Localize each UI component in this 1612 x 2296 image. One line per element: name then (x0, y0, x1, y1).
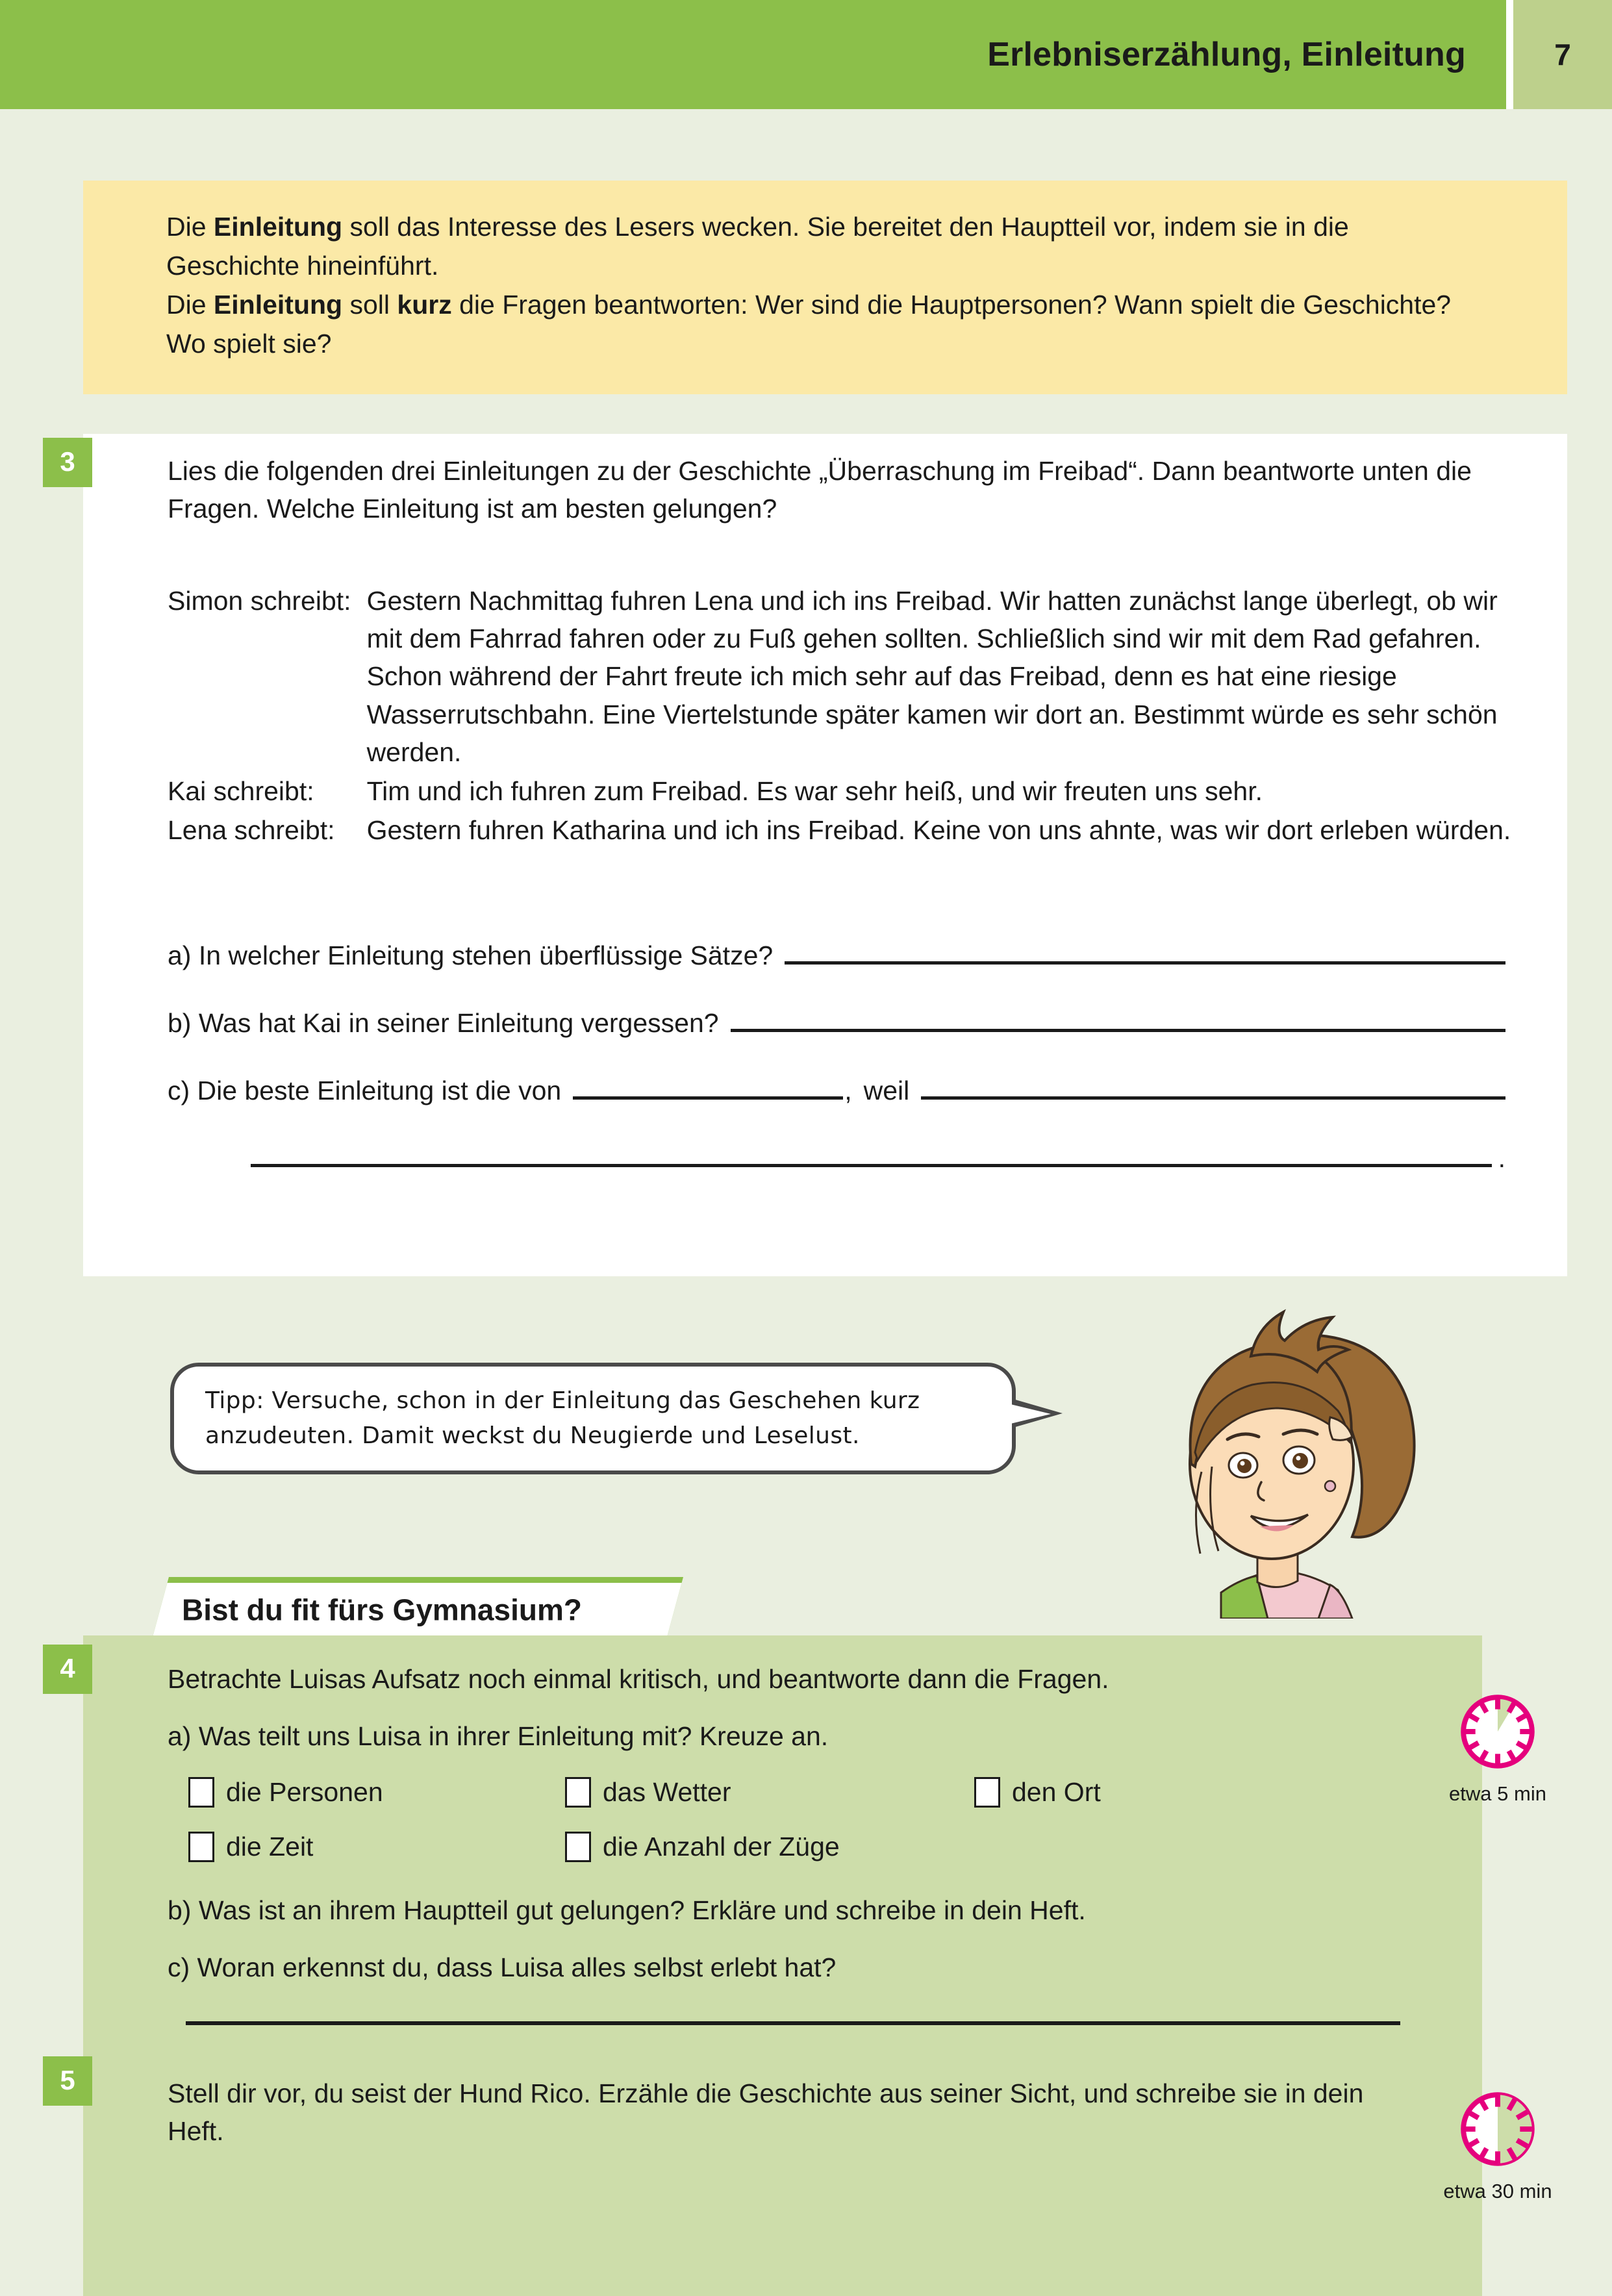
checkbox-box[interactable] (188, 1832, 214, 1862)
header-divider (1506, 0, 1513, 109)
exercise-4-question-a: a) Was teilt uns Luisa in ihrer Einleitung mit? Kreuze an. (168, 1721, 829, 1751)
clock-icon (1455, 1689, 1541, 1774)
exercise-4-question-c: c) Woran erkennst du, dass Luisa alles selbst erlebt hat? (168, 1952, 837, 1982)
question-a-label: a) In welcher Einleitung stehen überflüssige Sätze? (168, 940, 774, 970)
tip-speech-bubble (170, 1363, 1016, 1474)
info-box-text (83, 208, 1567, 363)
gymnasium-banner (152, 1577, 683, 1639)
table-row (168, 582, 1512, 772)
page-header (0, 0, 1612, 109)
writer-name-simon: Simon schreibt: (168, 586, 351, 616)
question-b-row (168, 1007, 1505, 1037)
speech-bubble-tail-inner (1011, 1404, 1051, 1424)
info-line2-prefix: Die (166, 289, 214, 320)
writer-text-lena: Gestern fuhren Katharina und ich ins Freibad. Keine von uns ahnte, was wir dort erleben würden. (366, 815, 1511, 846)
answer-line-c1[interactable] (573, 1074, 843, 1100)
exercise-3-card (60, 434, 1567, 1276)
checkbox-row-2 (188, 1832, 1377, 1862)
exercise-5-number-badge: 5 (43, 2056, 92, 2106)
table-row (168, 811, 1512, 850)
tip-text: Tipp: Versuche, schon in der Einleitung das Geschehen kurz anzudeuten. Damit weckst du Neugierde und Leselust. (205, 1387, 920, 1449)
checkbox-label: die Anzahl der Züge (603, 1832, 840, 1861)
answer-line-a[interactable] (785, 939, 1505, 965)
exercise-5-prompt: Stell dir vor, du seist der Hund Rico. Erzähle die Geschichte aus seiner Sicht, und schreibe sie in dein Heft. (168, 2078, 1364, 2147)
info-line1-rest: soll das Interesse des Lesers wecken. Sie bereitet den Hauptteil vor, indem sie in die Geschichte hineinführt. (166, 212, 1349, 281)
checkbox-label: die Zeit (226, 1832, 314, 1861)
checkbox-label: den Ort (1012, 1777, 1101, 1807)
question-c-label-1: c) Die beste Einleitung ist die von (168, 1076, 562, 1105)
clock-icon (1455, 2086, 1541, 2172)
exercise-4-answer-line[interactable] (186, 2021, 1400, 2025)
writer-name-lena: Lena schreibt: (168, 815, 335, 846)
page-title: Erlebniserzählung, Einleitung (987, 36, 1466, 73)
info-line1-prefix: Die (166, 212, 214, 242)
info-line2-bold2: kurz (397, 289, 452, 320)
timer-30-min (1426, 2086, 1569, 2203)
answer-line-c2[interactable] (921, 1074, 1505, 1100)
page-number-panel (1513, 0, 1612, 109)
question-c-comma: , (844, 1076, 852, 1105)
header-green-bar (0, 0, 1506, 109)
question-c-label-2: weil (863, 1076, 910, 1105)
checkbox-option-die-anzahl-der-zuege[interactable] (565, 1832, 974, 1862)
table-row (168, 772, 1512, 811)
info-line2-rest: die Fragen beantworten: Wer sind die Hauptpersonen? Wann spielt die Geschichte? Wo spielt sie? (166, 289, 1452, 359)
einleitungen-table (168, 582, 1512, 851)
exercise-4-number-badge: 4 (43, 1645, 92, 1694)
checkbox-option-die-personen[interactable] (188, 1777, 565, 1808)
timer-5-min-label: etwa 5 min (1449, 1782, 1546, 1805)
timer-5-min (1426, 1689, 1569, 1806)
question-c-continuation-row (251, 1142, 1505, 1174)
exercise-3-number-badge: 3 (43, 438, 92, 487)
checkbox-option-den-ort[interactable] (974, 1777, 1234, 1808)
checkbox-label: das Wetter (603, 1777, 731, 1807)
timer-30-min-label: etwa 30 min (1443, 2180, 1552, 2202)
page-number: 7 (1554, 38, 1571, 71)
writer-text-kai: Tim und ich fuhren zum Freibad. Es war sehr heiß, und wir freuten uns sehr. (366, 776, 1263, 807)
checkbox-label: die Personen (226, 1777, 383, 1807)
question-b-label: b) Was hat Kai in seiner Einleitung vergessen? (168, 1008, 719, 1038)
exercise-4-prompt: Betrachte Luisas Aufsatz noch einmal kritisch, und beantworte dann die Fragen. (168, 1664, 1109, 1694)
gymnasium-banner-label: Bist du fit fürs Gymnasium? (182, 1593, 582, 1627)
checkbox-option-das-wetter[interactable] (565, 1777, 974, 1808)
info-line2-mid: soll (342, 289, 397, 320)
checkbox-box[interactable] (974, 1777, 1000, 1808)
checkbox-box[interactable] (188, 1777, 214, 1808)
writer-name-kai: Kai schreibt: (168, 776, 314, 807)
info-box (83, 181, 1567, 394)
question-a-row (168, 939, 1505, 969)
info-line1-bold: Einleitung (213, 212, 343, 242)
question-c-period: . (1498, 1143, 1505, 1173)
girl-illustration (1124, 1257, 1429, 1619)
exercise-4-question-b: b) Was ist an ihrem Hauptteil gut gelungen? Erkläre und schreibe in dein Heft. (168, 1895, 1086, 1925)
checkbox-row-1 (188, 1777, 1377, 1808)
writer-text-simon: Gestern Nachmittag fuhren Lena und ich ins Freibad. Wir hatten zunächst lange überlegt, ob wir mit dem Fahrrad fahren oder zu Fuß gehen sollten. Schließlich sind wir mit dem Rad gefahren. Schon während der Fahrt freute ich mich sehr auf das Freibad, denn es hat eine riesige Wasserrutschbahn. Eine Viertelstunde später kamen wir dort an. Bestimmt würde es sehr schön werden. (366, 586, 1498, 767)
checkbox-box[interactable] (565, 1832, 591, 1862)
checkbox-option-die-zeit[interactable] (188, 1832, 565, 1862)
answer-line-b[interactable] (731, 1007, 1505, 1032)
exercise-3-prompt: Lies die folgenden drei Einleitungen zu der Geschichte „Überraschung im Freibad“. Dann beantworte unten die Fragen. Welche Einleitung ist am besten gelungen? (168, 456, 1472, 524)
info-line2-bold1: Einleitung (213, 289, 343, 320)
answer-line-c3[interactable] (251, 1142, 1492, 1167)
exercises-4-5-section (60, 1635, 1482, 2296)
question-c-row (168, 1074, 1505, 1104)
checkbox-box[interactable] (565, 1777, 591, 1808)
